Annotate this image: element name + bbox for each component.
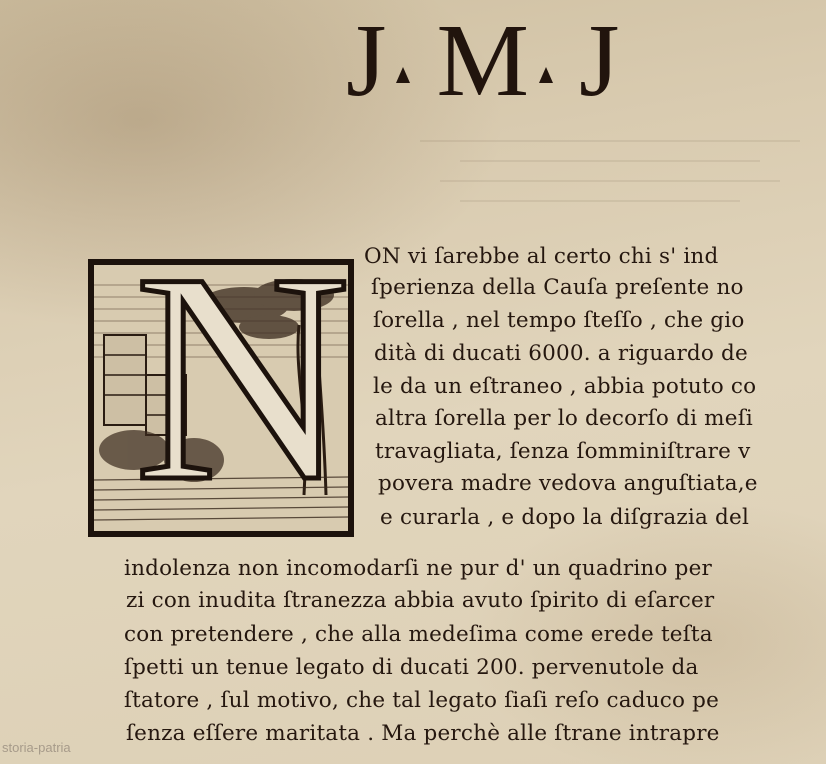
text-line: ſtatore , ſul motivo, che tal legato ſiaſi reſo caduco pe [124, 688, 720, 713]
watermark: storia-patria [2, 740, 71, 755]
text-line: dità di ducati 6000. a riguardo de [374, 341, 748, 366]
text-line: travagliata, ſenza ſomminiſtrare v [375, 439, 751, 464]
text-line: ſorella , nel tempo ſteſſo , che gio [373, 308, 745, 333]
text-line: le da un eſtraneo , abbia potuto co [373, 374, 757, 399]
text-line: povera madre vedova anguſtiata,e [378, 471, 758, 496]
text-line: ſpetti un tenue legato di ducati 200. pervenutole da [124, 655, 699, 680]
heading-letter: J [578, 3, 622, 118]
text-line: indolenza non incomodarſi ne pur d' un quadrino per [124, 556, 712, 581]
heading-letter: M [436, 3, 531, 118]
heading-letter: J [346, 3, 389, 118]
text-line: ſperienza della Cauſa preſente no [371, 275, 744, 300]
text-line: con pretendere , che alla medeſima come erede teſta [124, 622, 713, 647]
text-line: zi con inudita ſtranezza abbia avuto ſpirito di eſarcer [126, 588, 715, 613]
text-line: ſenza eſſere maritata . Ma perchè alle ſtrane intrapre [126, 721, 720, 746]
text-line: ON vi ſarebbe al certo chi s' ind [364, 244, 719, 269]
drop-cap-letter: N [134, 211, 351, 543]
text-line: e curarla , e dopo la diſgrazia del [380, 505, 750, 530]
text-line: altra ſorella per lo decorſo di meſi [375, 406, 753, 431]
